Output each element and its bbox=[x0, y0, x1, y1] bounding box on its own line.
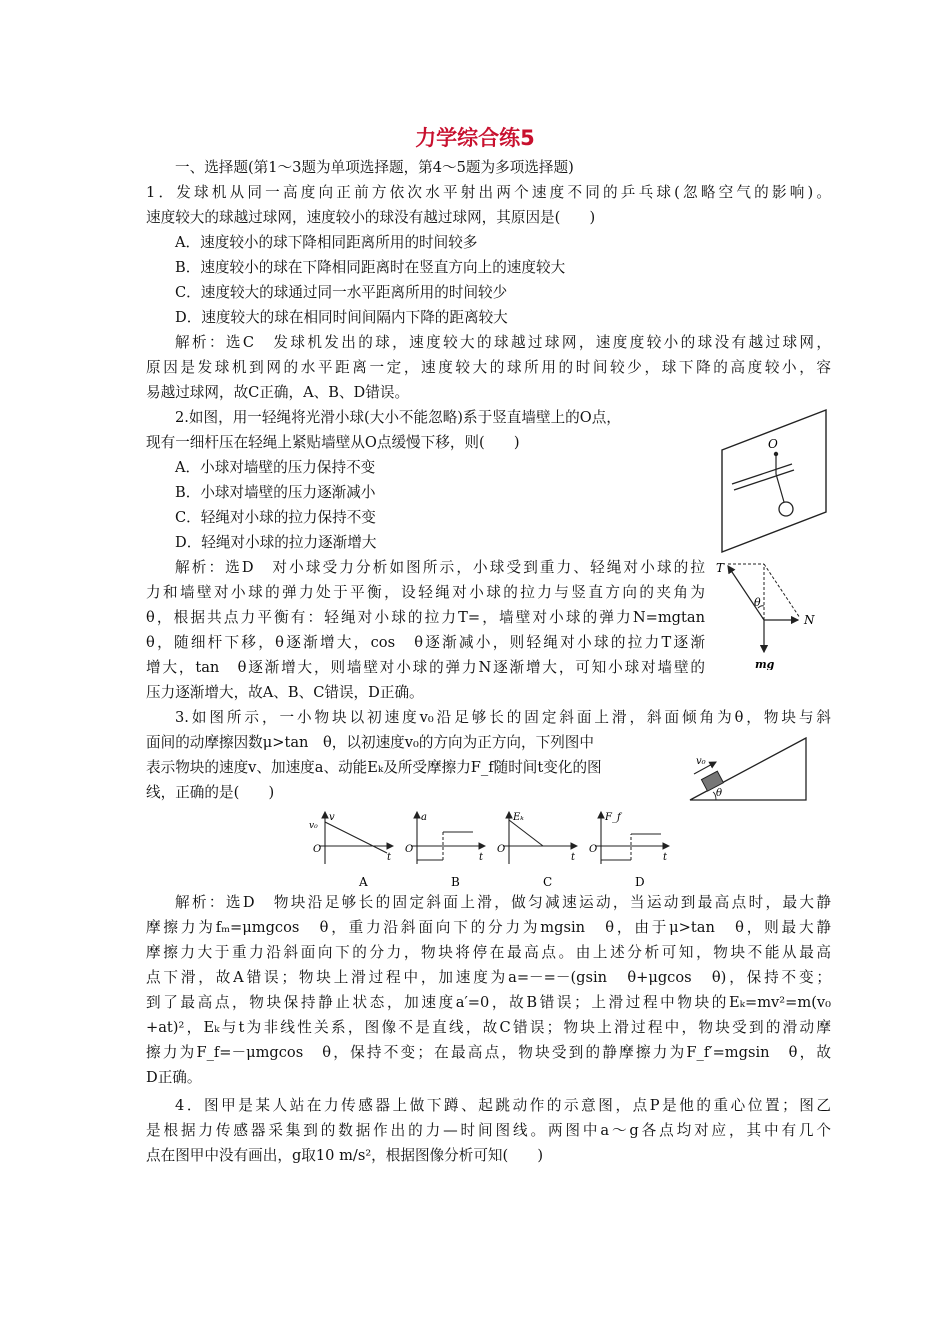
q3-answer-line5: 到了最高点，物块保持静止状态，加速度a′=0，故B错误；上滑过程中物块的Eₖ=mv²=m(v₀ bbox=[146, 994, 831, 1011]
ball bbox=[779, 502, 793, 516]
q4-stem-line1: 4．图甲是某人站在力传感器上做下蹲、起跳动作的示意图，点P是他的重心位置；图乙 bbox=[175, 1097, 831, 1114]
q2-stem-line1: 2.如图，用一轻绳将光滑小球(大小不能忽略)系于竖直墙壁上的O点， bbox=[175, 409, 621, 426]
graph-b bbox=[405, 812, 485, 889]
label-mg: mg bbox=[755, 658, 775, 670]
tension-arrow bbox=[728, 566, 764, 620]
label-v0: v₀ bbox=[696, 756, 706, 767]
section-heading: 一、选择题(第1～3题为单项选择题，第4～5题为多项选择题) bbox=[175, 159, 574, 176]
diagonal-dashed bbox=[764, 564, 800, 618]
graph-a bbox=[309, 812, 393, 889]
q3-stem-line4: 线，正确的是( ) bbox=[146, 784, 275, 801]
q1-answer-line2: 原因是发球机到网的水平距离一定，速度较大的球所用的时间较少，球下降的高度较小，容 bbox=[146, 359, 831, 376]
q1-option-a: A．速度较小的球下降相同距离所用的时间较多 bbox=[175, 234, 478, 251]
q3-answer-line8: D正确。 bbox=[146, 1069, 202, 1086]
page-title: 力学综合练5 bbox=[415, 126, 535, 150]
q1-stem-line2: 速度较大的球越过球网，速度较小的球没有越过球网，其原因是( ) bbox=[146, 209, 596, 226]
graph-d-origin: O bbox=[589, 844, 598, 855]
graph-a-line bbox=[325, 822, 387, 853]
graph-a-origin: O bbox=[313, 844, 322, 855]
q3-answer-line1: 解析：选D 物块沿足够长的固定斜面上滑，做匀减速运动，当运动到最高点时，最大静 bbox=[175, 894, 831, 911]
graph-c-caption: C bbox=[543, 875, 553, 889]
q1-option-c: C．速度较大的球通过同一水平距离所用的时间较少 bbox=[175, 284, 508, 301]
q2-answer-line4: θ，随细杆下移，θ逐渐增大，cos θ逐渐减小，则轻绳对小球的拉力T逐渐 bbox=[146, 634, 705, 651]
q2-option-a: A．小球对墙壁的压力保持不变 bbox=[175, 459, 376, 476]
graph-b-origin: O bbox=[405, 844, 414, 855]
q2-answer-line1: 解析：选D 对小球受力分析如图所示，小球受到重力、轻绳对小球的拉 bbox=[175, 559, 705, 576]
q2-answer-line2: 力和墙壁对小球的弹力处于平衡，设轻绳对小球的拉力与竖直方向的夹角为 bbox=[146, 584, 705, 601]
q2-wall-figure bbox=[718, 408, 830, 556]
q2-option-d: D．轻绳对小球的拉力逐渐增大 bbox=[175, 534, 377, 551]
q3-answer-line3: 摩擦力大于重力沿斜面向下的分力，物块将停在最高点。由上述分析可知，物块不能从最高 bbox=[146, 944, 831, 961]
graph-d bbox=[589, 812, 669, 889]
q2-option-c: C．轻绳对小球的拉力保持不变 bbox=[175, 509, 376, 526]
q3-graphs bbox=[305, 808, 685, 890]
q3-answer-line2: 摩擦力为fₘ=μmgcos θ，重力沿斜面向下的分力为mgsin θ，由于μ>tan θ，则最大静 bbox=[146, 919, 831, 936]
q2-answer-line3: θ，根据共点力平衡有：轻绳对小球的拉力T=，墙壁对小球的弹力N=mgtan bbox=[146, 609, 705, 626]
graph-d-caption: D bbox=[635, 875, 645, 889]
label-theta: θ bbox=[754, 596, 761, 609]
graph-d-ylabel: F_f bbox=[605, 812, 621, 823]
graph-b-tlabel: t bbox=[479, 852, 484, 863]
graph-a-tlabel: t bbox=[387, 852, 392, 863]
q2-force-diagram bbox=[712, 558, 820, 670]
label-t: T bbox=[716, 561, 725, 575]
q3-stem-line2: 面间的动摩擦因数μ>tan θ，以初速度v₀的方向为正方向，下列图中 bbox=[146, 734, 594, 751]
q1-stem-line1: 1．发球机从同一高度向正前方依次水平射出两个速度不同的乒乓球(忽略空气的影响)。 bbox=[146, 184, 831, 201]
wall-plane bbox=[722, 410, 826, 552]
label-incline-theta: θ bbox=[716, 788, 723, 799]
label-n: N bbox=[804, 613, 815, 627]
q3-answer-line6: +at)²，Eₖ与t为非线性关系，图像不是直线，故C错误；物块上滑过程中，物块受到的滑动摩 bbox=[146, 1019, 831, 1036]
graph-b-ylabel: a bbox=[421, 812, 427, 823]
graph-d-tlabel: t bbox=[663, 852, 668, 863]
q3-answer-line7: 擦力为F_f=－μmgcos θ，保持不变；在最高点，物块受到的静摩擦力为F_f′=mgsin θ，故 bbox=[146, 1044, 831, 1061]
q2-answer-line6: 压力逐渐增大，故A、B、C错误，D正确。 bbox=[146, 684, 424, 701]
q3-answer-line4: 点下滑，故A错误；物块上滑过程中，加速度为a=－=－(gsin θ+μgcos θ)，保持不变； bbox=[146, 969, 831, 986]
q2-option-b: B．小球对墙壁的压力逐渐减小 bbox=[175, 484, 376, 501]
q1-option-d: D．速度较大的球在相同时间间隔内下降的距离较大 bbox=[175, 309, 508, 326]
graph-b-caption: B bbox=[451, 875, 460, 889]
graph-a-ylabel: v bbox=[329, 812, 335, 823]
q1-answer-line3: 易越过球网，故C正确，A、B、D错误。 bbox=[146, 384, 410, 401]
q1-option-b: B．速度较小的球在下降相同距离时在竖直方向上的速度较大 bbox=[175, 259, 566, 276]
q4-stem-line3: 点在图甲中没有画出，g取10 m/s²，根据图像分析可知( ) bbox=[146, 1147, 544, 1164]
q2-stem-line2: 现有一细杆压在轻绳上紧贴墙壁从O点缓慢下移，则( ) bbox=[146, 434, 520, 451]
rope-lower bbox=[776, 474, 784, 502]
graph-c-origin: O bbox=[497, 844, 506, 855]
q3-incline-figure bbox=[686, 734, 810, 804]
graph-a-y0: v₀ bbox=[309, 821, 318, 831]
graph-c bbox=[497, 812, 577, 889]
label-o: O bbox=[768, 437, 778, 451]
graph-a-caption: A bbox=[359, 875, 368, 889]
graph-c-ylabel: Eₖ bbox=[513, 812, 524, 823]
q4-stem-line2: 是根据力传感器采集到的数据作出的力—时间图线。两图中a～g各点均对应，其中有几个 bbox=[146, 1122, 831, 1139]
q3-stem-line3: 表示物块的速度v、加速度a、动能Eₖ及所受摩擦力F_f随时间t变化的图 bbox=[146, 759, 602, 776]
q3-stem-line1: 3.如图所示，一小物块以初速度v₀沿足够长的固定斜面上滑，斜面倾角为θ，物块与斜 bbox=[175, 709, 831, 726]
q2-answer-line5: 增大，tan θ逐渐增大，则墙壁对小球的弹力N逐渐增大，可知小球对墙壁的 bbox=[146, 659, 705, 676]
graph-c-tlabel: t bbox=[571, 852, 576, 863]
graph-c-line bbox=[509, 820, 543, 846]
q1-answer-line1: 解析：选C 发球机发出的球，速度较大的球越过球网，速度度较小的球没有越过球网， bbox=[175, 334, 831, 351]
